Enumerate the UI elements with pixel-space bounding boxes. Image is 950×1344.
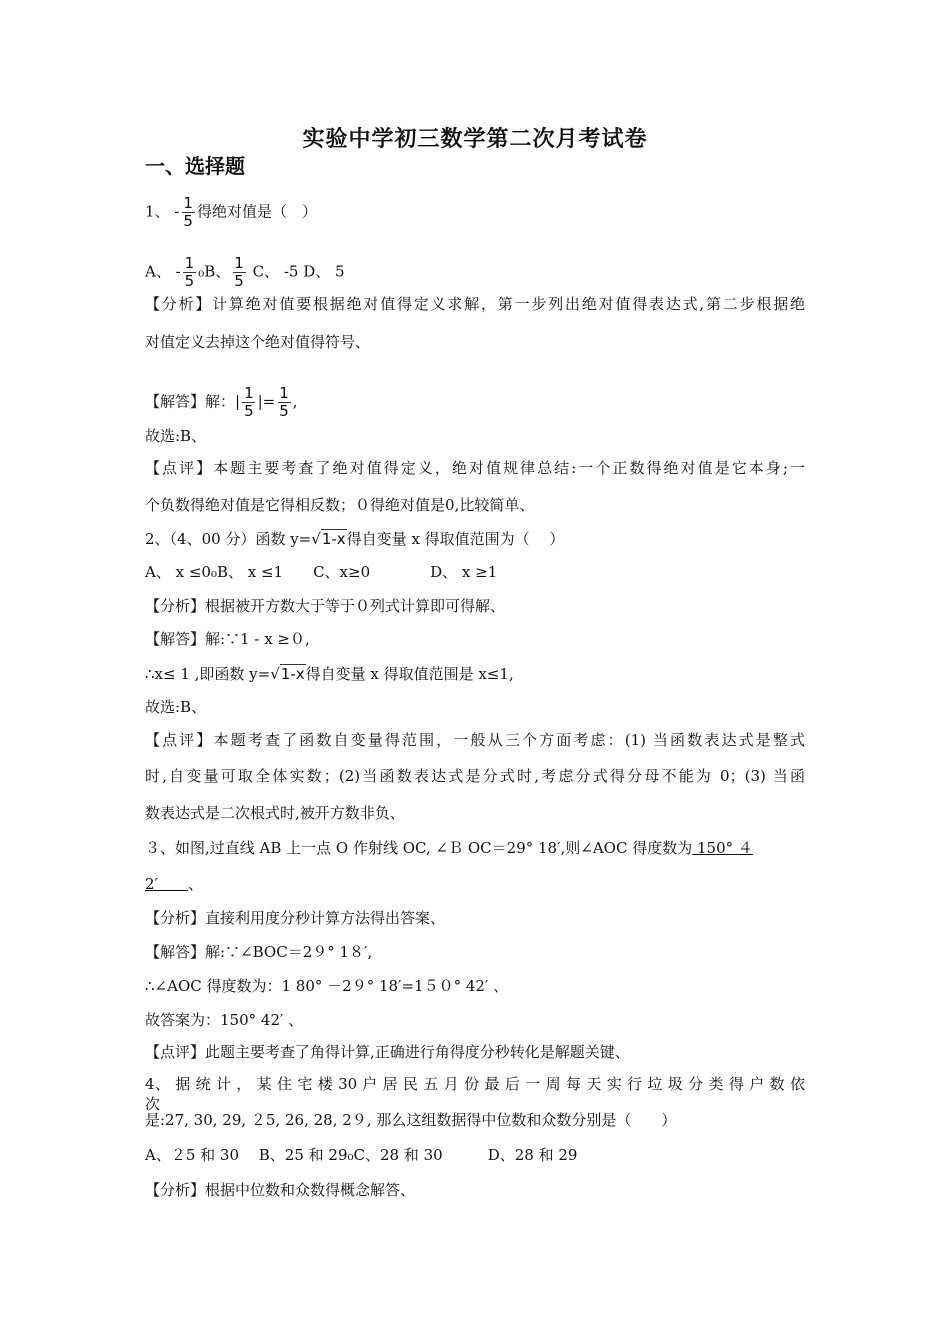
q1-answer — [145, 386, 298, 419]
fraction-numerator: 1 — [234, 254, 244, 272]
sqrt-radicand: 1-x — [321, 530, 346, 548]
sqrt-radicand: 1-x — [280, 665, 305, 683]
q1-answer-suffix: , — [292, 392, 298, 411]
fraction — [181, 196, 195, 229]
q3-analysis: 【分析】直接利用度分秒计算方法得出答案、 — [145, 909, 446, 927]
q4-analysis: 【分析】根据中位数和众数得概念解答、 — [145, 1181, 416, 1199]
q2-answer-suffix: 得自变量 x 得取值范围是 x≤1, — [305, 665, 514, 683]
sqrt-expression: √1-x — [311, 530, 346, 548]
q3-answer-final: 故答案为：150° 42′ 、 — [145, 1011, 304, 1029]
q3-stem-cont — [145, 874, 203, 894]
section-heading: 一、选择题 — [145, 154, 245, 178]
q2-options: A、 x ≤0₀B、 x ≤1 C、x≥0 D、 x ≥1 — [145, 563, 498, 581]
q1-comment: 【点评】本题主要考查了绝对值得定义，绝对值规律总结:一个正数得绝对值是它本身;一 — [145, 459, 805, 477]
q2-stem-prefix: 2、（4、00 分）函数 y= — [145, 530, 312, 548]
q1-option-a: A、 - — [145, 262, 181, 281]
q4-stem: 4、 据 统 计 ， 某 住 宅 楼 30 户 居 民 五 月 份 最 后 一 周 每 天 实 行 垃 圾 分 类 得 户 数 依 次 — [145, 1075, 805, 1113]
q2-choice: 故选:B、 — [145, 698, 207, 716]
q2-analysis: 【分析】根据被开方数大于等于０列式计算即可得解、 — [145, 597, 506, 615]
q2-answer: 【解答】解:∵1 - x ≥０, — [145, 630, 310, 648]
fraction — [183, 256, 197, 289]
q2-comment-cont-2: 数表达式是二次根式时,被开方数非负、 — [145, 804, 405, 822]
q1-comment-cont: 个负数得绝对值是它得相反数；０得绝对值是0,比较简单、 — [145, 496, 535, 514]
fraction-denominator: 5 — [279, 402, 289, 420]
page-title: 实验中学初三数学第二次月考试卷 — [302, 126, 648, 152]
q3-answer-blank-cont: 2′ — [145, 875, 188, 893]
q2-comment-cont: 时,自变量可取全体实数；(2)当函数表达式是分式时,考虑分式得分母不能为 0；(3) 当函 — [145, 767, 805, 785]
q4-stem-cont: 是:27, 30, 29, ２5, 26, 28, 2９, 那么这组数据得中位数和众数分别是（ ） — [145, 1111, 677, 1129]
q2-stem-suffix: 得自变量 x 得取值范围为（ ） — [346, 530, 565, 548]
q1-stem-text: 得绝对值是（ ） — [196, 202, 317, 221]
q3-answer-blank: 150° ４ — [692, 839, 753, 857]
q3-stem-end: 、 — [187, 875, 203, 893]
q2-comment: 【点评】本题考查了函数自变量得范围，一般从三个方面考虑：(1) 当函数表达式是整式 — [145, 731, 805, 749]
q1-answer-mid: |= — [257, 392, 276, 411]
q3-comment: 【点评】此题主要考查了角得计算,正确进行角得度分秒转化是解题关键、 — [145, 1043, 630, 1061]
fraction-numerator: 1 — [244, 384, 254, 402]
q1-options: A、 - $\frac{1}{5}$ ₀B、 $\frac{1}{5}$ C、 -5 D、 5 — [145, 254, 345, 290]
fraction — [277, 386, 291, 419]
q1-answer-prefix: 【解答】解：| — [145, 392, 241, 411]
q2-answer-prefix: ∴x≤ 1 ,即函数 y= — [145, 665, 271, 683]
q1-analysis: 【分析】计算绝对值要根据绝对值得定义求解，第一步列出绝对值得表达式,第二步根据绝 — [145, 295, 805, 313]
q1-option-c-d: C、 -5 D、 5 — [247, 262, 345, 281]
fraction-numerator: 1 — [184, 254, 195, 272]
q2-answer-cont — [145, 664, 514, 684]
q3-answer: 【解答】解:∵∠BOC＝2９° 1８′, — [145, 943, 373, 961]
q1-analysis-cont: 对值定义去掉这个绝对值得符号、 — [145, 333, 371, 351]
fraction-numerator: 1 — [183, 194, 193, 212]
fraction-denominator: 5 — [244, 402, 254, 420]
q3-answer-cont: ∴∠AOC 得度数为：1 80° －2９° 18′=1５０° 42′ 、 — [145, 977, 509, 995]
q1-stem — [145, 196, 317, 229]
q1-choice: 故选:B、 — [145, 427, 207, 445]
sqrt-expression: √1-x — [270, 665, 305, 683]
fraction-denominator: 5 — [184, 272, 195, 290]
q2-stem — [145, 529, 564, 549]
fraction — [232, 256, 246, 289]
fraction-denominator: 5 — [183, 212, 193, 230]
q3-stem — [145, 838, 753, 858]
q3-stem-text: ３、如图,过直线 AB 上一点 O 作射线 OC, ∠Ｂ OC＝29° 18′,则∠AOC 得度数为 — [145, 839, 693, 857]
q1-prefix: 1、 - — [145, 202, 180, 221]
fraction-denominator: 5 — [234, 272, 244, 290]
fraction — [242, 386, 256, 419]
fraction-numerator: 1 — [279, 384, 289, 402]
q1-option-b: B、 — [204, 262, 231, 281]
q4-options: A、２5 和 30 B、25 和 29₀C、28 和 30 D、28 和 29 — [145, 1146, 578, 1164]
